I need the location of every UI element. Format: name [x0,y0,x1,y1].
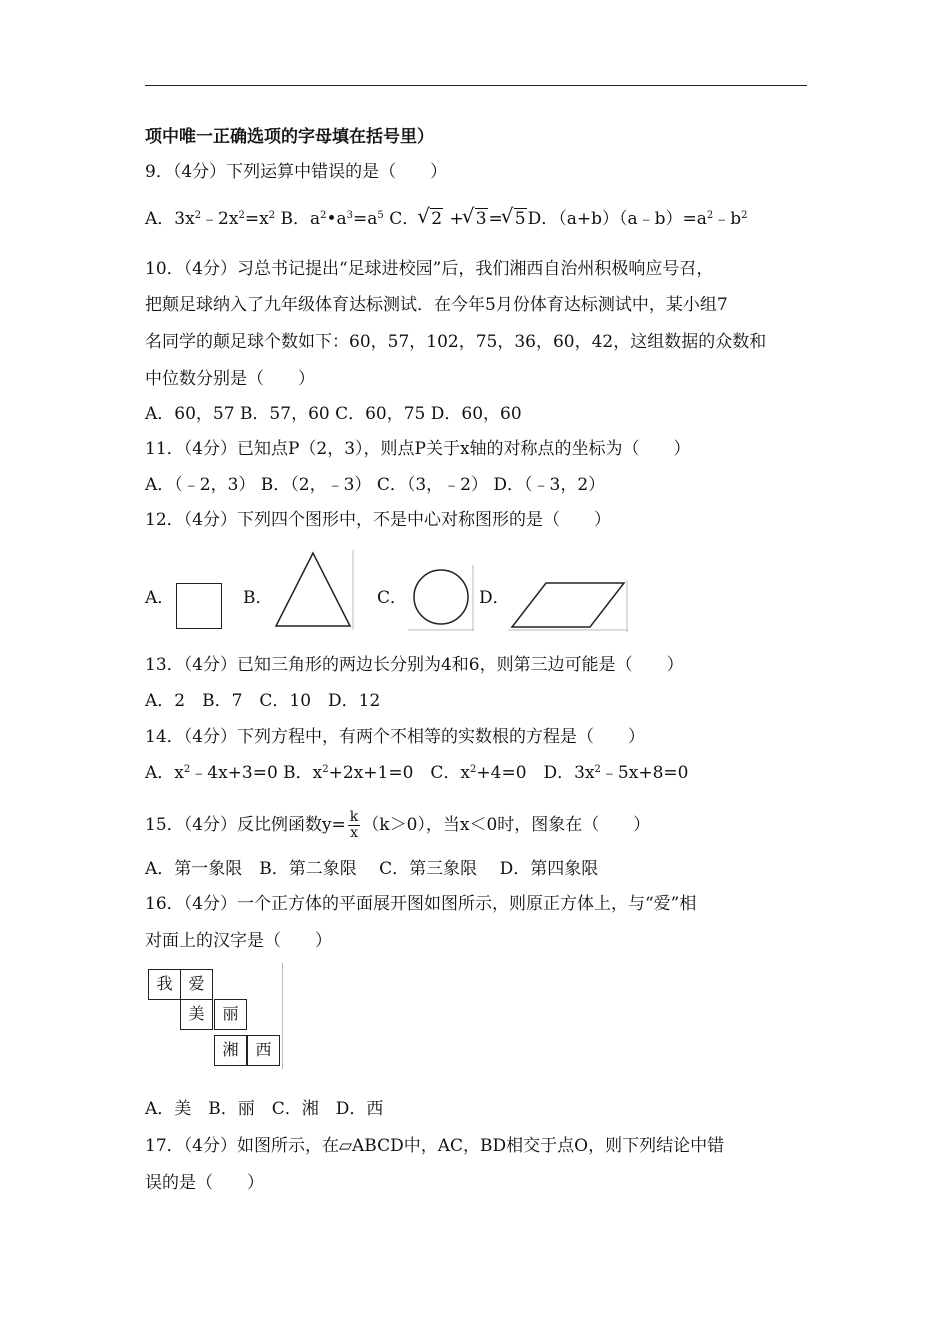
q13-stem: 13．（4分）已知三角形的两边长分别为4和6，则第三边可能是（ ） [145,655,684,675]
net-cell: 我 [148,969,181,1000]
net-cell: 湘 [214,1035,247,1066]
q11-options: A．（﹣2，3） B．（2，﹣3） C．（3，﹣2） D．（﹣3，2） [145,475,606,495]
q17-line1: 17．（4分）如图所示，在▱ABCD中，AC，BD相交于点O，则下列结论中错 [145,1136,725,1156]
q10-options: A．60，57 B．57，60 C．60，75 D．60，60 [145,404,522,424]
q9-stem: 9．（4分）下列运算中错误的是（ ） [145,162,448,182]
q12-label-b: B． [243,588,273,608]
fraction-k-over-x: $\frac{k}{x}$ [349,809,359,841]
parallelogram-figure [508,580,628,632]
q16-options: A．美 B．丽 C．湘 D．西 [145,1099,384,1119]
square-figure [176,583,222,629]
net-cell: 西 [247,1035,280,1066]
q15-stem: 15．（4分）反比例函数y= $\frac{k}{x}$ （k＞0），当x＜0时，图象在（ ） [145,809,651,841]
header-rule [145,85,807,86]
sqrt-5: √ 5 [504,208,527,230]
q10-line3: 名同学的颠足球个数如下：60，57，102，75，36，60，42，这组数据的众数和 [145,332,767,352]
q14-options: A．$x^2﹣4x+3=0$ B．$x^2+2x+1=0$ C．$x^2+4=0$ D．$3x^2﹣5x+8=0$ [145,763,689,783]
figure-edge [282,963,283,1069]
q9-options: A．$3x^2﹣2x^2=x^2$ B．$a^2•a^3=a^5$ C．√ 2 +√ 3 =√ 5 D．$(a+b)(a﹣b)=a^2﹣b^2$ [145,208,748,230]
net-cell: 美 [180,999,213,1030]
q12-stem: 12．（4分）下列四个图形中，不是中心对称图形的是（ ） [145,510,611,530]
q12-label-d: D． [479,588,510,608]
q16-line1: 16．（4分）一个正方体的平面展开图如图所示，则原正方体上，与“爱”相 [145,894,697,914]
q14-stem: 14．（4分）下列方程中，有两个不相等的实数根的方程是（ ） [145,727,645,747]
net-cell: 丽 [214,999,247,1030]
q15-options: A．第一象限 B．第二象限 C．第三象限 D．第四象限 [145,859,599,879]
q17-line2: 误的是（ ） [145,1173,264,1193]
q16-line2: 对面上的汉字是（ ） [145,931,332,951]
sqrt-2: √ 2 [420,208,443,230]
q10-line1: 10．（4分）习总书记提出“足球进校园”后，我们湘西自治州积极响应号召， [145,259,714,279]
triangle-figure [272,550,354,630]
section-instruction: 项中唯一正确选项的字母填在括号里） [145,127,434,147]
q10-line4: 中位数分别是（ ） [145,369,315,389]
q11-stem: 11．（4分）已知点P（2，3），则点P关于x轴的对称点的坐标为（ ） [145,439,691,459]
q12-label-c: C． [377,588,408,608]
cube-net-figure [144,963,284,1069]
q10-line2: 把颠足球纳入了九年级体育达标测试．在今年5月份体育达标测试中，某小组7 [145,295,728,315]
q13-options: A．2 B．7 C．10 D．12 [145,691,381,711]
sqrt-3: √ 3 [465,208,488,230]
q12-label-a: A． [145,588,175,608]
circle-figure [408,565,474,631]
net-cell: 爱 [180,969,213,1000]
